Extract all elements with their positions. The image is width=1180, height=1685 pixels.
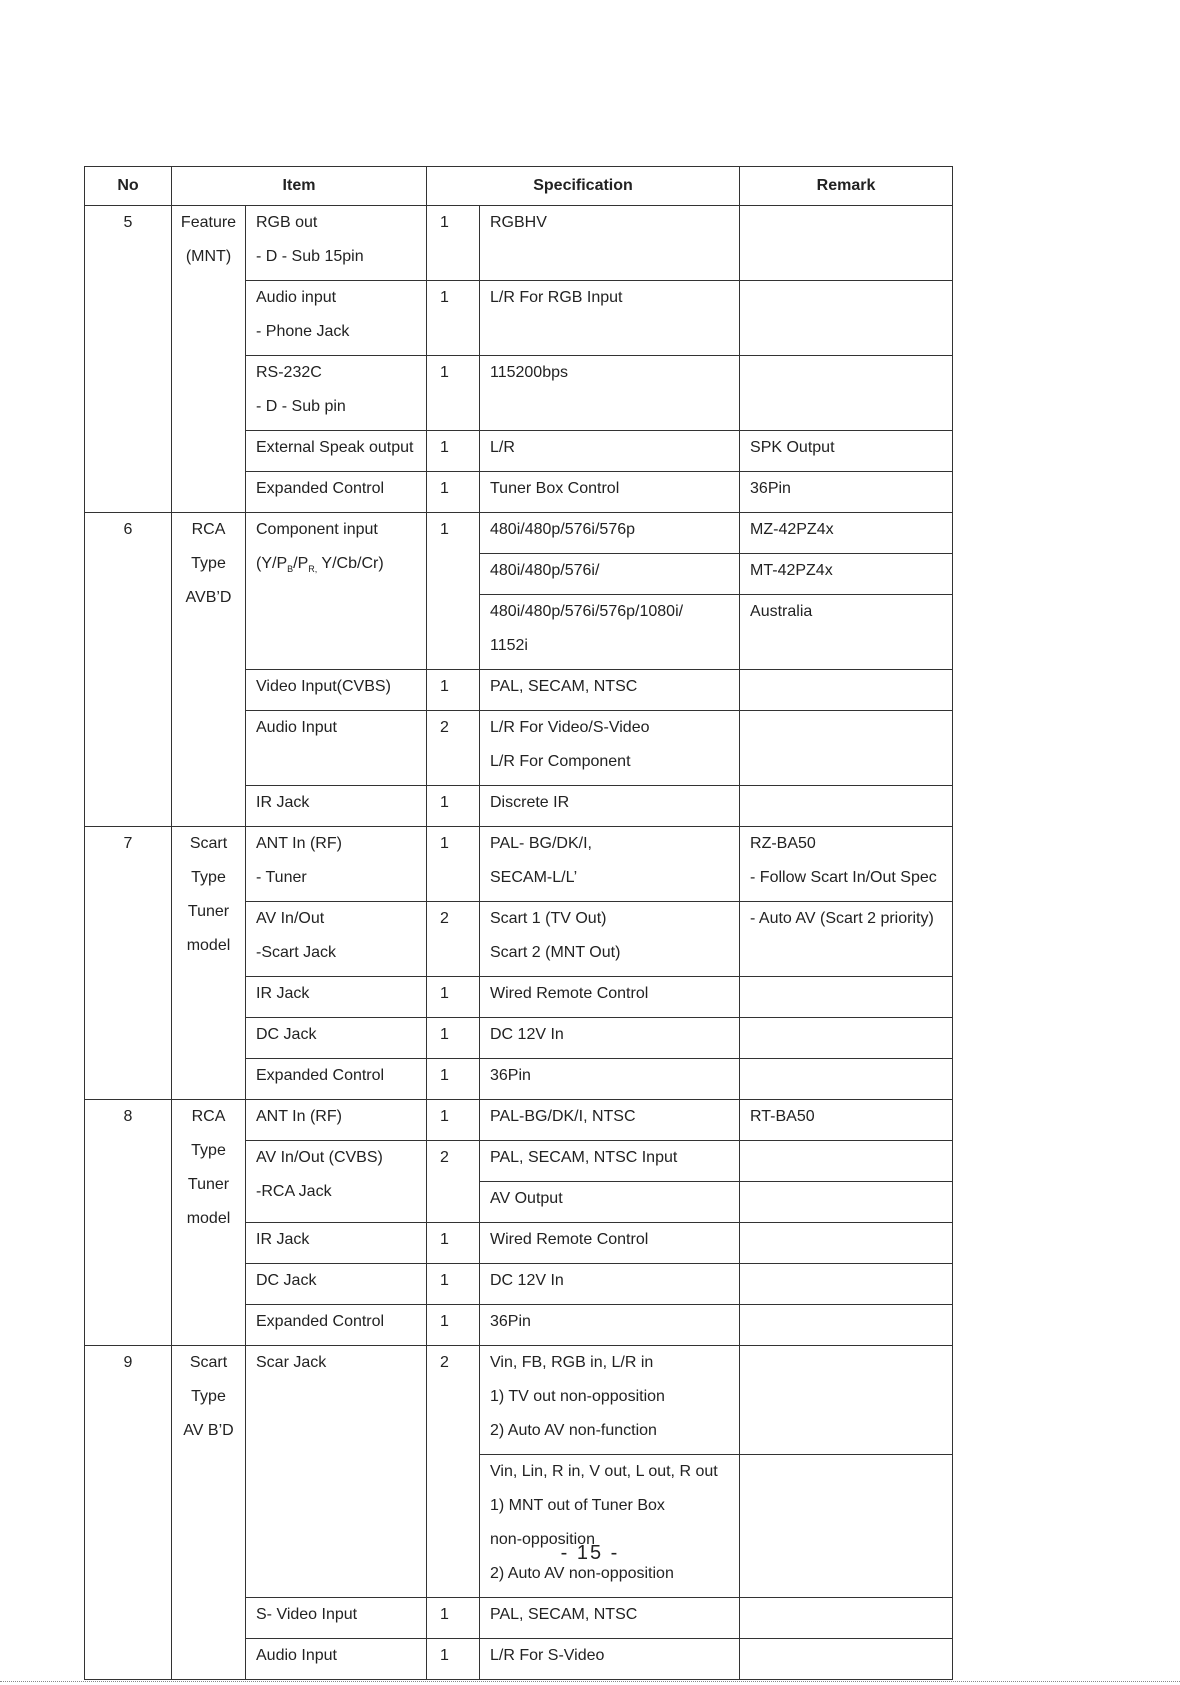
row-number-text: 6 [123, 521, 133, 538]
quantity-cell [427, 431, 480, 472]
remark-cell [740, 1059, 953, 1100]
quantity-text: 1 [440, 835, 449, 852]
item-line: Component input [256, 521, 378, 538]
item-cell [246, 711, 427, 786]
row-number [85, 206, 172, 513]
item-cell [246, 827, 427, 902]
specification-line: non-opposition [490, 1531, 595, 1548]
item-line: DC Jack [256, 1272, 317, 1289]
specification-line: Scart 1 (TV Out) [490, 910, 607, 927]
specification-cell [480, 513, 740, 554]
specification-line: 115200bps [490, 364, 568, 381]
remark-cell [740, 1455, 953, 1598]
specification-cell [480, 902, 740, 977]
remark-cell [740, 902, 953, 977]
remark-cell [740, 595, 953, 670]
remark-cell [740, 1182, 953, 1223]
row-number [85, 513, 172, 827]
remark-cell [740, 1223, 953, 1264]
table-row [85, 206, 953, 281]
quantity-cell [427, 1223, 480, 1264]
item-line: -Scart Jack [256, 944, 337, 961]
table-row [85, 1346, 953, 1455]
specification-cell [480, 206, 740, 281]
item-line: Audio Input [256, 719, 337, 736]
item-line: AV In/Out (CVBS) [256, 1149, 383, 1166]
category-line: AV B’D [183, 1422, 234, 1439]
specification-line: 480i/480p/576i/ [490, 562, 600, 579]
remark-line: MT-42PZ4x [750, 562, 833, 579]
specification-cell [480, 1059, 740, 1100]
quantity-cell [427, 1305, 480, 1346]
item-cell [246, 472, 427, 513]
quantity-text: 1 [440, 521, 449, 538]
specification-line: L/R For S-Video [490, 1647, 605, 1664]
row-number-text: 9 [123, 1354, 133, 1371]
remark-line: RT-BA50 [750, 1108, 815, 1125]
header-no: No [85, 167, 172, 206]
row-number [85, 1346, 172, 1680]
item-line: S- Video Input [256, 1606, 358, 1623]
item-line: - D - Sub pin [256, 398, 346, 415]
remark-cell [740, 1305, 953, 1346]
specification-line: Wired Remote Control [490, 1231, 649, 1248]
remark-line: RZ-BA50 [750, 835, 816, 852]
item-cell [246, 281, 427, 356]
specification-line: 480i/480p/576i/576p [490, 521, 636, 538]
specification-line: SECAM-L/L’ [490, 869, 578, 886]
item-cell [246, 1598, 427, 1639]
specification-cell [480, 1455, 740, 1598]
quantity-cell [427, 670, 480, 711]
item-cell [246, 1223, 427, 1264]
quantity-text: 1 [440, 214, 449, 231]
quantity-text: 1 [440, 1067, 449, 1084]
specification-line: PAL, SECAM, NTSC Input [490, 1149, 678, 1166]
quantity-text: 1 [440, 1647, 449, 1664]
quantity-text: 2 [440, 910, 449, 927]
row-category [172, 1100, 246, 1346]
remark-cell [740, 827, 953, 902]
row-number [85, 827, 172, 1100]
remark-cell [740, 1018, 953, 1059]
item-cell [246, 206, 427, 281]
item-line: Scar Jack [256, 1354, 327, 1371]
specification-line: L/R [490, 439, 515, 456]
item-line: RS-232C [256, 364, 322, 381]
item-cell [246, 1141, 427, 1223]
remark-line: - Follow Scart In/Out Spec [750, 869, 937, 886]
specification-cell [480, 827, 740, 902]
specification-line: Vin, Lin, R in, V out, L out, R out [490, 1463, 718, 1480]
quantity-text: 1 [440, 1026, 449, 1043]
quantity-text: 1 [440, 1231, 449, 1248]
specification-cell [480, 1598, 740, 1639]
row-number [85, 1100, 172, 1346]
item-line: -RCA Jack [256, 1183, 332, 1200]
specification-line: 36Pin [490, 1313, 531, 1330]
quantity-text: 1 [440, 678, 449, 695]
remark-line: 36Pin [750, 480, 791, 497]
row-category [172, 827, 246, 1100]
specification-line: DC 12V In [490, 1272, 564, 1289]
quantity-text: 1 [440, 1108, 449, 1125]
quantity-text: 2 [440, 1354, 449, 1371]
category-line: Scart [189, 1354, 228, 1371]
specification-cell [480, 1018, 740, 1059]
item-line: ($Y/P_B/P_{R,}$ Y/Cb/Cr) [256, 555, 384, 575]
specification-cell [480, 1305, 740, 1346]
item-line: - D - Sub 15pin [256, 248, 364, 265]
table-row [85, 827, 953, 902]
page-number: - 15 - [560, 1542, 620, 1564]
remark-cell [740, 206, 953, 281]
item-cell [246, 786, 427, 827]
item-cell [246, 670, 427, 711]
quantity-cell [427, 206, 480, 281]
category-line: Feature [180, 214, 237, 231]
remark-cell [740, 356, 953, 431]
specification-cell [480, 1639, 740, 1680]
remark-cell [740, 786, 953, 827]
remark-cell [740, 1100, 953, 1141]
remark-cell [740, 1141, 953, 1182]
item-line: IR Jack [256, 1231, 310, 1248]
specification-cell [480, 1182, 740, 1223]
quantity-cell [427, 1100, 480, 1141]
item-cell [246, 902, 427, 977]
item-line: IR Jack [256, 985, 310, 1002]
quantity-cell [427, 711, 480, 786]
remark-cell [740, 1264, 953, 1305]
item-line: Expanded Control [256, 480, 385, 497]
quantity-text: 1 [440, 1272, 449, 1289]
specification-cell [480, 977, 740, 1018]
item-cell [246, 513, 427, 670]
category-line: Type [191, 869, 226, 886]
quantity-text: 1 [440, 480, 449, 497]
specification-line: RGBHV [490, 214, 547, 231]
specification-cell [480, 1346, 740, 1455]
specification-line: Wired Remote Control [490, 985, 649, 1002]
category-line: Type [191, 555, 226, 572]
specification-cell [480, 1100, 740, 1141]
item-line: IR Jack [256, 794, 310, 811]
specification-line: 1) TV out non-opposition [490, 1388, 665, 1405]
item-line: External Speak output [256, 439, 414, 456]
specification-line: L/R For Video/S-Video [490, 719, 650, 736]
quantity-text: 1 [440, 289, 449, 306]
header-row [85, 167, 953, 206]
quantity-cell [427, 827, 480, 902]
remark-cell [740, 711, 953, 786]
item-line: Audio input [256, 289, 337, 306]
header-specification: Specification [427, 167, 740, 206]
item-cell [246, 1100, 427, 1141]
item-cell [246, 1264, 427, 1305]
item-line: Expanded Control [256, 1067, 385, 1084]
specification-cell [480, 1141, 740, 1182]
specification-cell [480, 595, 740, 670]
item-cell [246, 1305, 427, 1346]
specification-line: Discrete IR [490, 794, 570, 811]
specification-line: L/R For RGB Input [490, 289, 623, 306]
specification-line: PAL-BG/DK/I, NTSC [490, 1108, 636, 1125]
item-line: Video Input(CVBS) [256, 678, 391, 695]
category-line: Scart [189, 835, 228, 852]
item-line: ANT In (RF) [256, 835, 342, 852]
header-remark: Remark [740, 167, 953, 206]
category-line: model [186, 1210, 231, 1227]
specification-cell [480, 281, 740, 356]
table-body [85, 206, 953, 1680]
specification-cell [480, 431, 740, 472]
remark-cell [740, 670, 953, 711]
category-line: RCA [191, 1108, 226, 1125]
remark-cell [740, 472, 953, 513]
remark-line: MZ-42PZ4x [750, 521, 834, 538]
spec-table [84, 166, 953, 1680]
specification-line: AV Output [490, 1190, 563, 1207]
specification-line: PAL, SECAM, NTSC [490, 678, 638, 695]
category-line: (MNT) [185, 248, 232, 265]
quantity-cell [427, 1059, 480, 1100]
specification-cell [480, 356, 740, 431]
specification-cell [480, 554, 740, 595]
row-number-text: 7 [123, 835, 133, 852]
item-line: Expanded Control [256, 1313, 385, 1330]
remark-line: SPK Output [750, 439, 835, 456]
quantity-text: 1 [440, 1606, 449, 1623]
specification-line: PAL- BG/DK/I, [490, 835, 592, 852]
specification-cell [480, 711, 740, 786]
specification-line: Tuner Box Control [490, 480, 620, 497]
header-item: Item [172, 167, 427, 206]
specification-cell [480, 1223, 740, 1264]
row-category [172, 206, 246, 513]
row-number-text: 5 [123, 214, 133, 231]
row-category [172, 513, 246, 827]
category-line: Tuner [187, 903, 230, 920]
remark-line: Australia [750, 603, 813, 620]
specification-line: L/R For Component [490, 753, 631, 770]
category-line: RCA [191, 521, 226, 538]
row-number-text: 8 [123, 1108, 133, 1125]
quantity-text: 1 [440, 1313, 449, 1330]
table-row [85, 513, 953, 554]
specification-line: PAL, SECAM, NTSC [490, 1606, 638, 1623]
bottom-rule [0, 1681, 1180, 1682]
quantity-cell [427, 977, 480, 1018]
specification-line: DC 12V In [490, 1026, 564, 1043]
remark-cell [740, 554, 953, 595]
quantity-cell [427, 281, 480, 356]
row-category [172, 1346, 246, 1680]
quantity-cell [427, 513, 480, 670]
remark-cell [740, 1639, 953, 1680]
remark-line: - Auto AV (Scart 2 priority) [750, 910, 934, 927]
quantity-text: 1 [440, 439, 449, 456]
item-cell [246, 431, 427, 472]
table-row [85, 1100, 953, 1141]
item-cell [246, 977, 427, 1018]
category-line: AVB’D [185, 589, 232, 606]
remark-cell [740, 431, 953, 472]
quantity-cell [427, 1141, 480, 1223]
quantity-text: 2 [440, 719, 449, 736]
specification-line: Vin, FB, RGB in, L/R in [490, 1354, 654, 1371]
item-line: AV In/Out [256, 910, 325, 927]
specification-line: 1152i [490, 637, 528, 654]
category-line: Tuner [187, 1176, 230, 1193]
remark-cell [740, 1346, 953, 1455]
quantity-cell [427, 1639, 480, 1680]
quantity-cell [427, 1598, 480, 1639]
quantity-text: 1 [440, 794, 449, 811]
specification-cell [480, 1264, 740, 1305]
specification-cell [480, 670, 740, 711]
quantity-cell [427, 472, 480, 513]
quantity-text: 2 [440, 1149, 449, 1166]
item-cell [246, 1018, 427, 1059]
specification-cell [480, 786, 740, 827]
quantity-cell [427, 356, 480, 431]
item-line: Audio Input [256, 1647, 337, 1664]
specification-line: Scart 2 (MNT Out) [490, 944, 621, 961]
remark-cell [740, 1598, 953, 1639]
specification-line: 480i/480p/576i/576p/1080i/ [490, 603, 684, 620]
quantity-cell [427, 902, 480, 977]
item-line: DC Jack [256, 1026, 317, 1043]
remark-cell [740, 513, 953, 554]
remark-cell [740, 977, 953, 1018]
specification-cell [480, 472, 740, 513]
specification-line: 1) MNT out of Tuner Box [490, 1497, 665, 1514]
item-cell [246, 1059, 427, 1100]
category-line: Type [191, 1142, 226, 1159]
item-line: ANT In (RF) [256, 1108, 342, 1125]
quantity-text: 1 [440, 364, 449, 381]
specification-line: 2) Auto AV non-opposition [490, 1565, 674, 1582]
specification-line: 36Pin [490, 1067, 531, 1084]
quantity-cell [427, 1018, 480, 1059]
category-line: Type [191, 1388, 226, 1405]
item-cell [246, 1639, 427, 1680]
category-line: model [186, 937, 231, 954]
remark-cell [740, 281, 953, 356]
quantity-text: 1 [440, 985, 449, 1002]
item-line: - Phone Jack [256, 323, 350, 340]
quantity-cell [427, 786, 480, 827]
specification-line: 2) Auto AV non-function [490, 1422, 657, 1439]
item-cell [246, 356, 427, 431]
item-line: - Tuner [256, 869, 307, 886]
quantity-cell [427, 1264, 480, 1305]
item-line: RGB out [256, 214, 318, 231]
